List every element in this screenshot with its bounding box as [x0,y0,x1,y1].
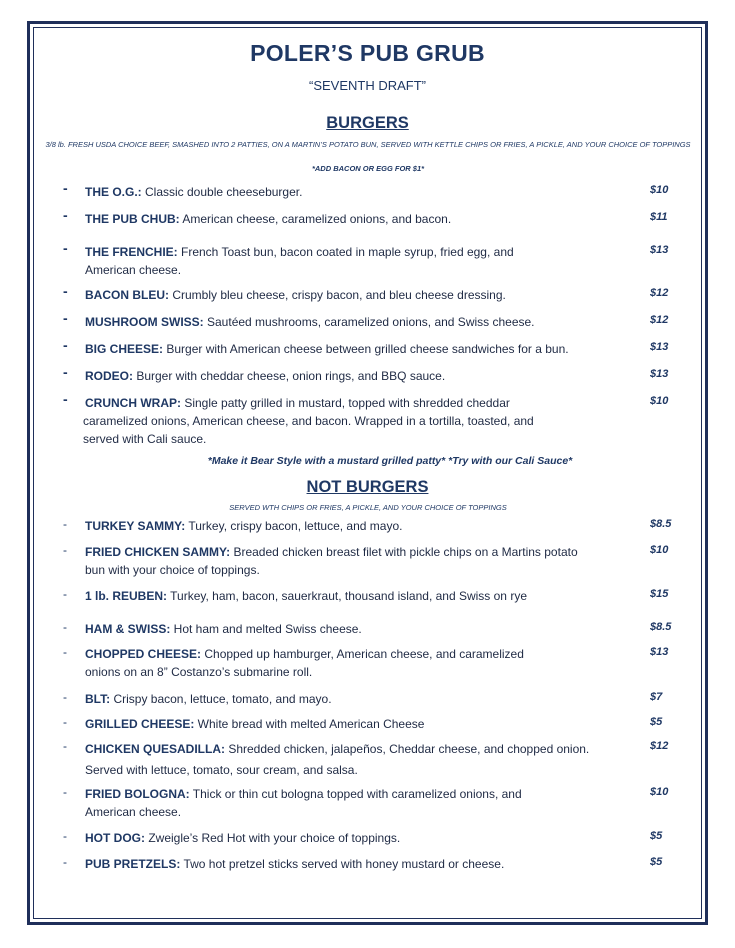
burger-item-bacon-bleu [0,283,735,306]
item-ham-swiss [0,620,735,640]
item-price: $5 [650,856,663,868]
item-fried-bologna [0,785,735,819]
item-description: THE PUB CHUB: American cheese, caramelized onions, and bacon. [85,212,452,226]
item-pub-pretzels [0,855,735,875]
item-price: $13 [650,341,669,353]
item-price: $15 [650,588,669,600]
bullet-dash: - [63,364,68,380]
item-description: FRIED CHICKEN SAMMY: Breaded chicken breast filet with pickle chips on a Martins potato bun with your choice of toppings. [85,545,578,577]
item-description: PUB PRETZELS: Two hot pretzel sticks served with honey mustard or cheese. [85,857,505,871]
burger-item-og [0,180,735,203]
bullet-dash: - [63,645,67,659]
item-description: MUSHROOM SWISS: Sautéed mushrooms, caramelized onions, and Swiss cheese. [85,315,535,329]
burger-item-frenchie [0,240,735,277]
bullet-dash: - [63,587,67,601]
item-price: $12 [650,314,669,326]
burger-item-mushroom-swiss [0,310,735,333]
bullet-dash: - [63,283,68,299]
item-price: $10 [650,544,669,556]
item-price: $10 [650,786,669,798]
item-price: $10 [650,395,669,407]
item-description: 1 lb. REUBEN: Turkey, ham, bacon, sauerkraut, thousand island, and Swiss on rye [85,589,527,603]
item-chicken-quesadilla [0,739,735,777]
item-price: $5 [650,716,663,728]
burgers-footnote: *Make it Bear Style with a mustard grilled patty* *Try with our Cali Sauce* [207,455,573,467]
item-description: THE O.G.: Classic double cheeseburger. [85,185,303,199]
item-description: CHOPPED CHEESE: Chopped up hamburger, American cheese, and caramelized onions on an 8” Costanzo’s submarine roll. [85,647,524,679]
item-fried-chicken-sammy [0,543,735,577]
item-description: HOT DOG: Zweigle’s Red Hot with your choice of toppings. [85,831,401,845]
burgers-addon-note: *ADD BACON OR EGG FOR $1* [311,164,425,173]
not-burgers-note: SERVED WTH CHIPS OR FRIES, A PICKLE, AND YOUR CHOICE OF TOPPINGS [229,503,507,512]
bullet-dash: - [63,391,68,407]
item-description: BIG CHEESE: Burger with American cheese between grilled cheese sandwiches for a bun. [85,342,569,356]
burgers-heading: BURGERS [326,114,409,132]
item-description: BACON BLEU: Crumbly bleu cheese, crispy bacon, and bleu cheese dressing. [85,288,506,302]
bullet-dash: - [63,739,67,753]
item-grilled-cheese [0,715,735,735]
item-description: GRILLED CHEESE: White bread with melted American Cheese [85,717,425,731]
menu-subtitle: “SEVENTH DRAFT” [309,78,426,93]
item-description: HAM & SWISS: Hot ham and melted Swiss cheese. [85,622,362,636]
item-description: CHICKEN QUESADILLA: Shredded chicken, jalapeños, Cheddar cheese, and chopped onion. Served with lettuce, tomato, sour cream, and salsa. [85,742,590,777]
item-price: $13 [650,244,669,256]
bullet-dash: - [63,180,68,196]
item-hot-dog [0,829,735,849]
item-price: $13 [650,368,669,380]
item-description: CRUNCH WRAP: Single patty grilled in mustard, topped with shredded cheddar caramelized onions, American cheese, and bacon. Wrapped in a tortilla, toasted, and served with Cali sauce. [83,396,534,446]
bullet-dash: - [63,543,67,557]
bullet-dash: - [63,620,67,634]
item-price: $8.5 [650,518,672,530]
bullet-dash: - [63,240,68,256]
not-burgers-heading: NOT BURGERS [306,478,429,496]
bullet-dash: - [63,855,67,869]
burger-item-pub-chub [0,207,735,230]
bullet-dash: - [63,517,67,531]
item-reuben [0,587,735,607]
item-price: $11 [650,211,668,223]
bullet-dash: - [63,337,68,353]
burger-item-rodeo [0,364,735,387]
burger-item-big-cheese [0,337,735,360]
bullet-dash: - [63,207,68,223]
item-price: $5 [650,830,663,842]
item-blt [0,690,735,710]
bullet-dash: - [63,785,67,799]
burgers-note: 3/8 lb. FRESH USDA CHOICE BEEF, SMASHED INTO 2 PATTIES, ON A MARTIN’S POTATO BUN, SERVED WITH KETTLE CHIPS OR FRIES, A PICKLE, AND YOUR CHOICE OF TOPPINGS [45,140,691,149]
item-price: $12 [650,740,669,752]
bullet-dash: - [63,715,67,729]
item-chopped-cheese [0,645,735,679]
item-price: $12 [650,287,669,299]
bullet-dash: - [63,690,67,704]
item-description: THE FRENCHIE: French Toast bun, bacon coated in maple syrup, fried egg, and American cheese. [85,245,514,277]
item-price: $10 [650,184,669,196]
item-turkey-sammy [0,517,735,537]
bullet-dash: - [63,310,68,326]
burger-item-crunch-wrap [0,391,735,446]
item-price: $13 [650,646,669,658]
item-description: RODEO: Burger with cheddar cheese, onion rings, and BBQ sauce. [85,369,446,383]
item-price: $7 [650,691,663,703]
item-price: $8.5 [650,621,672,633]
bullet-dash: - [63,829,67,843]
menu-title: POLER’S PUB GRUB [250,40,485,66]
item-description: TURKEY SAMMY: Turkey, crispy bacon, lettuce, and mayo. [85,519,403,533]
item-description: FRIED BOLOGNA: Thick or thin cut bologna topped with caramelized onions, and American cheese. [85,787,522,819]
item-description: BLT: Crispy bacon, lettuce, tomato, and mayo. [85,692,332,706]
